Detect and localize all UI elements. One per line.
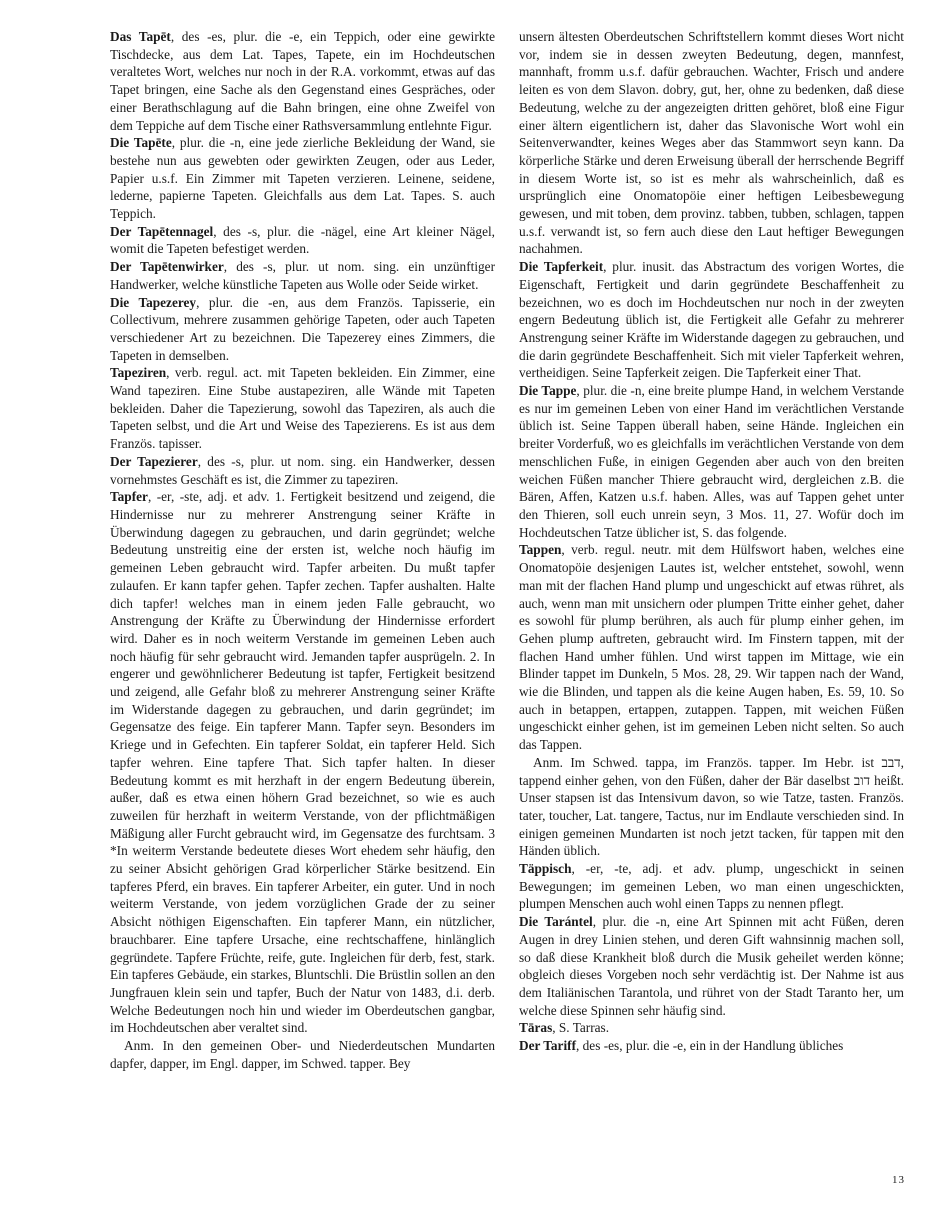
entry-text: , verb. regul. neutr. mit dem Hülfswort haben, welches eine Onomatopöie desjenigen Lautes ist, welcher entstehet, sowohl, wenn man mit der flachen Hand plump und ungeschickt auf etwas rühret, als auch, wenn man mit unsichern oder plumpen Tritte einher gehet, daher es sowohl für plump berühren, als auch für plump einher gehen, im Gehen plump auftreten, gebraucht wird. Im Finstern tappen, mit der flachen Hand umher fühlen. Und wirst tappen im Mittage, wie ein Blinder tappet im Dunkeln, 5 Mos. 28, 29. Wir tappen nach der Wand, wie die Blinden, und tappen als die keine Augen haben, Es. 59, 10. So auch in betappen, ertappen, zutappen. Tappen, mit weichen Füßen ungeschickt einher gehen, ist im gemeinen Leben nicht selten. So auch das Tappen.	[519, 542, 904, 753]
entry-text: unsern ältesten Oberdeutschen Schriftstellern kommt dieses Wort nicht vor, indem sie in dessen zweyten Bedeutung, degen, mannfest, mannhaft, fromm u.s.f. dafür gebrauchen. Wachter, Frisch und andere leiten es von dem Slavon. dobry, gut, her, ohne zu bedenken, daß diese Bedeutung, welche zu der angezeigten dritten gehöret, bloß eine Figur einer ältern eigentlichern ist, daher das Slavonische Wort wohl ein Seitenverwandter, keines Weges aber das Stammwort seyn kann. Da körperliche Stärke und deren Erweisung überall der herrschende Begriff in diesem Worte ist, so ist es mehr als wahrscheinlich, daß es ursprünglich eine Onomatopöie einer heftigen Leibesbewegung gewesen, und mit toben, dem provinz. tabben, tubben, schlagen, tappen u.s.f. verwandt ist, so fern auch diese den Laut heftiger Bewegungen nachahmen.	[519, 29, 904, 257]
entry-text: Anm. Im Schwed. tappa, im Französ. tapper. Im Hebr. ist דבב, tappend einher gehen, von den Füßen, daher der Bär daselbst דוב heißt. Unser stapsen ist das Intensivum davon, so wie Tatze, tasten. Französ. tater, toucher, Lat. tangere, Tactus, nur im Endlaute verschieden sind. In einigen gemeinen Mundarten ist noch jetzt tacken, für tappen mit den Händen üblich.	[519, 754, 904, 859]
entry-text: , plur. die -n, eine breite plumpe Hand, in welchem Verstande es nur im gemeinen Leben von einer Hand im verächtlichen Verstande üblich ist. Seine Tappen überall haben, seine Hände. Ingleichen ein breiter Vorderfuß, wo es gleichfalls im verächtlichen Verstande von dem menschlichen Fuße, in einigen Gegenden aber auch von den breiten weichen Füßen mancher Thiere gebraucht wird, dergleichen z.B. die Bären, Affen, Katzen u.s.f. haben. Alles, was auf Tappen gehet unter den Thieren, soll euch unrein seyn, 3 Mos. 11, 27. Wofür doch im Hochdeutschen Tatze üblicher ist, S. das folgende.	[519, 383, 904, 540]
entry-headword: Tappen	[519, 542, 562, 558]
entry-text: , plur. die -en, aus dem Französ. Tapisserie, ein Collectivum, mehrere zusammen gehörige Tapeten, oder auch Tapeten verschiedener Art zu bezeichnen. Die Tapezerey eines Zimmers, die Tapeten in demselben.	[110, 294, 495, 363]
entry-headword: Tapfer	[110, 489, 148, 505]
page-number: 13	[892, 1174, 905, 1186]
entry-text: , verb. regul. act. mit Tapeten bekleiden. Ein Zimmer, eine Wand tapeziren. Eine Stube austapeziren, alle Wände mit Tapeten bekleiden. Daher die Tapezierung, sowohl das Tapeziren, als auch die Tapeten selbst, und die Art und Weise des Tapezierens. Es ist aus dem Französ. tapisser.	[110, 365, 495, 452]
entry-text: , plur. die -n, eine jede zierliche Bekleidung der Wand, sie bestehe nun aus gewebten oder gewirkten Zeugen, oder aus Leder, Papier u.s.f. Ein Zimmer mit Tapeten verzieren. Leinene, seidene, lederne, papierne Tapeten. Gleichfalls aus dem Lat. Tapes. S. auch Teppich.	[110, 135, 495, 222]
entry-headword: Die Tapēte	[110, 135, 172, 151]
dictionary-entry	[519, 258, 904, 382]
entry-text: , -er, -ste, adj. et adv. 1. Fertigkeit besitzend und zeigend, die Hindernisse nur zu mehrerer Anstrengung seiner Kräfte in Überwindung dagegen zu gebrauchen, und darin gegründet; welche Bedeutung unstreitig eine der ersten ist, welche noch häufig im gemeinen Leben gebraucht wird. Tapfer arbeiten. Du mußt tapfer zulaufen. Er kann tapfer gehen. Tapfer zechen. Tapfer aushalten. Halte dich tapfer! welches man in einem jeden Falle gebraucht, wo Anstrengung der Kräfte zu Überwindung der Hindernisse erfordert wird. Daher es in noch weiterm Verstande im gemeinen Leben auch noch häufig für sehr gebraucht wird. Jemanden tapfer ausprügeln. 2. In engerer und gewöhnlicherer Bedeutung ist tapfer, Fertigkeit besitzend und zeigend, alle Gefahr bloß zu mehrerer Anstrengung seiner Kräfte im Widerstande dagegen zu gebrauchen, und darin gegründet; im Gegensatze des feige. Ein tapferer Mann. Tapfer seyn. Besonders im Kriege und in Gefechten. Ein tapferer Soldat, ein tapferer Held. Sich tapfer wehren. Eine tapfere That. Sich tapfer halten. In dieser Bedeutung kommt es mit herzhaft in der engern Bedeutung überein, außer, daß es etwa einen höhern Grad bezeichnet, so wie es auch zuweilen für herzhaft in weiterm Verstande, von der pflichtmäßigen Mäßigung aller Furcht gebraucht wird, im Gegensatze des furchtsam. 3 *In weiterm Verstande bedeutete dieses Wort ehedem sehr häufig, den zu seiner Absicht gehörigen Grad körperlicher Stärke besitzend. Ein tapferes Pferd, ein braves. Ein tapferer Arbeiter, ein guter. Und in noch weiterm Verstande, von jedem vorzüglichen Grade der zu seiner Absicht nöthigen Eigenschaften. Ein tapferer Mann, ein nützlicher, brauchbarer. Eine tapfere Ursache, eine rechtschaffene, hinlänglich gegründete. Tapfere Früchte, reife, gute. Ingleichen für derb, fest, stark. Ein tapferes Gebäude, ein starkes, Bluntschli. Die Brüstlin sollen an den Jungfrauen klein sein und tapfer, Buch der Natur von 1483, d.i. derb. Welche Bedeutungen noch hin und wieder im Oberdeutschen gangbar, im Hochdeutschen aber veraltet sind.	[110, 489, 495, 1036]
right-column	[519, 28, 904, 1055]
entry-text: Anm. In den gemeinen Ober- und Niederdeutschen Mundarten dapfer, dapper, im Engl. dapper, im Schwed. tapper. Bey	[110, 1038, 495, 1071]
entry-headword: Täppisch	[519, 861, 572, 877]
dictionary-entry	[110, 453, 495, 488]
dictionary-entry	[110, 258, 495, 293]
entry-headword: Der Tariff	[519, 1038, 576, 1054]
entry-text: , des -s, plur. die -nägel, eine Art kleiner Nägel, womit die Tapeten befestiget werden.	[110, 223, 495, 257]
entry-headword: Tāras	[519, 1020, 553, 1036]
entry-text: , plur. die -n, eine Art Spinnen mit acht Füßen, deren Augen in drey Linien stehen, und deren Gift wahnsinnig machen soll, so daß diese Krankheit bloß durch die Musik geheilet werden könne; obgleich dieses Vorgeben noch sehr verdächtig ist. Der Nahme ist aus dem Italiänischen Tarantola, und rühret von der Stadt Taranto her, um welche diese Spinnen sehr häufig sind.	[519, 914, 904, 1018]
dictionary-entry	[110, 364, 495, 453]
entry-headword: Der Tapētennagel	[110, 223, 214, 239]
entry-text: , des -es, plur. die -e, ein Teppich, oder eine gewirkte Tischdecke, aus dem Lat. Tapes, Tapete, ein im Hochdeutschen veraltetes Wort, welches nur noch in der R.A. vorkommt, etwas auf das Tapet bringen, eine Sache als den Gegenstand eines Gespräches, oder einer Berathschlagung auf die Bahn bringen, eine ohne Zweifel von dem Teppiche auf dem Tische einer Rathsversammlung entlehnte Figur.	[110, 29, 495, 133]
entry-text: , plur. inusit. das Abstractum des vorigen Wortes, die Eigenschaft, Fertigkeit und darin gegründete Beschaffenheit zu bezeichnen, wo es doch im Hochdeutschen nur noch in der zweyten engern Bedeutung üblich ist, die Fertigkeit alle Gefahr zu mehrerer Anstrengung seiner Kräfte im Widerstande dagegen zu gebrauchen, und die darin gegründete Beschaffenheit. Sich mit vieler Tapferkeit wehren, vertheidigen. Seine Tapferkeit zeigen. Die Tapferkeit einer That.	[519, 259, 905, 381]
entry-headword: Die Tapezerey	[110, 294, 197, 310]
entry-text: , des -s, plur. ut nom. sing. ein Handwerker, dessen vornehmstes Geschäft es ist, die Zimmer zu tapeziren.	[110, 453, 495, 487]
dictionary-entry	[110, 134, 495, 223]
dictionary-entry	[519, 913, 904, 1019]
entry-text: , des -s, plur. ut nom. sing. ein unzünftiger Handwerker, welche künstliche Tapeten aus Wolle oder Seide wirket.	[110, 259, 495, 292]
entry-headword: Der Tapezierer	[110, 453, 198, 469]
dictionary-entry	[519, 860, 904, 913]
entry-text: , des -es, plur. die -e, ein in der Handlung übliches	[576, 1038, 844, 1054]
dictionary-entry	[519, 28, 904, 258]
dictionary-entry	[519, 1019, 904, 1037]
entry-text: , -er, -te, adj. et adv. plump, ungeschickt in seinen Bewegungen; im gemeinen Leben, wo man einen ungeschickten, plumpen Menschen auch wohl einen Tapps zu nennen pflegt.	[519, 861, 904, 912]
annotation-paragraph	[110, 1037, 495, 1072]
entry-headword: Die Tarántel	[519, 914, 593, 930]
dictionary-entry	[110, 223, 495, 258]
dictionary-entry	[110, 28, 495, 134]
dictionary-entry	[110, 488, 495, 1037]
entry-headword: Die Tapferkeit	[519, 259, 604, 275]
dictionary-entry	[110, 294, 495, 365]
dictionary-entry	[519, 382, 904, 541]
entry-headword: Die Tappe	[519, 383, 577, 399]
entry-headword: Der Tapētenwirker	[110, 259, 224, 275]
dictionary-entry	[519, 1037, 904, 1055]
entry-headword: Das Tapēt	[110, 29, 171, 44]
entry-text: , S. Tarras.	[552, 1020, 610, 1036]
annotation-paragraph	[519, 754, 904, 860]
left-column	[110, 28, 495, 1072]
dictionary-entry	[519, 541, 904, 753]
entry-headword: Tapeziren	[110, 365, 167, 381]
